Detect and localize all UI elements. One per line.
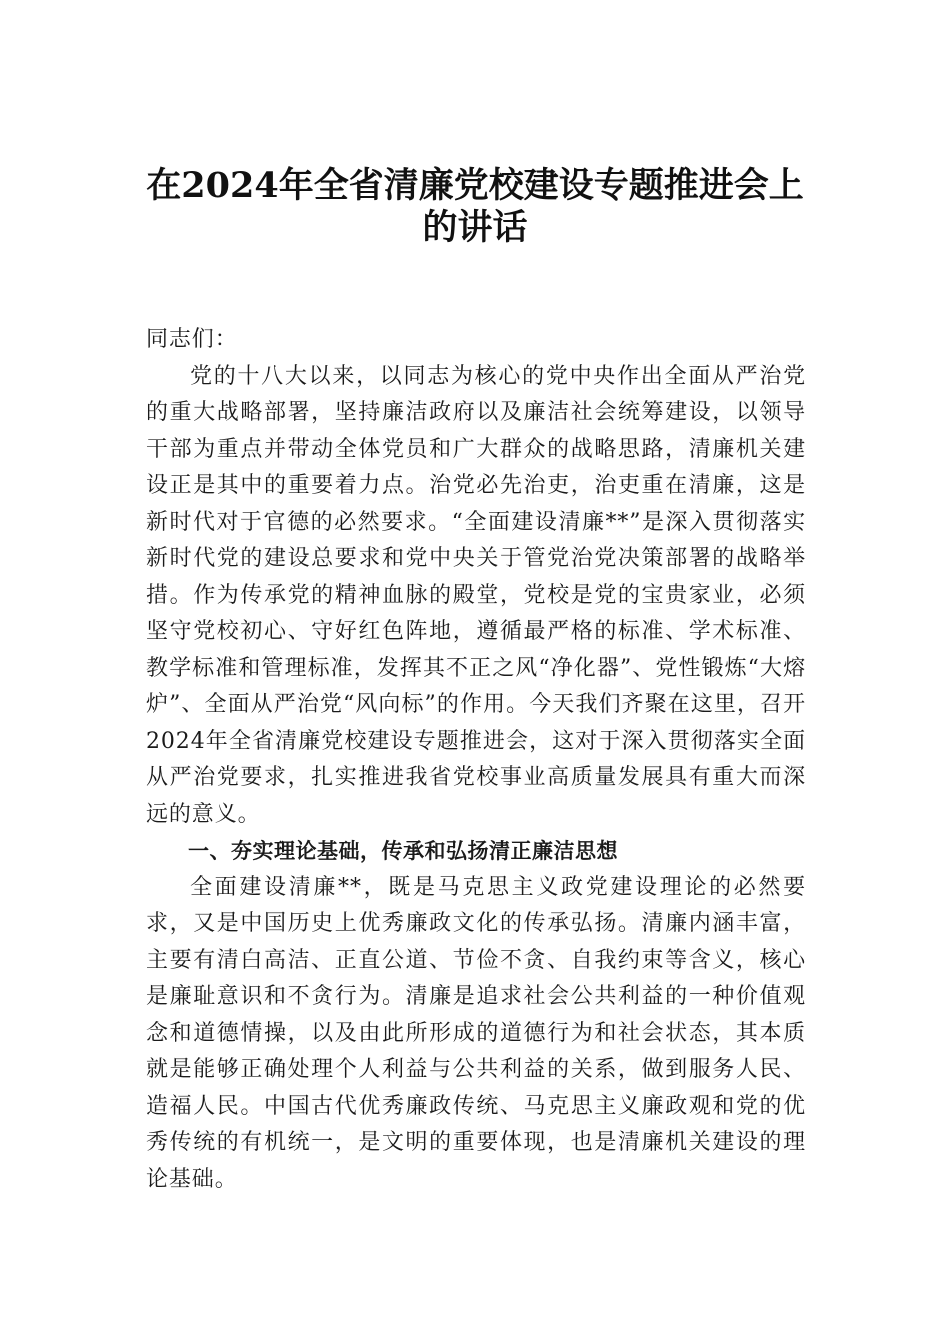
section-heading-1: 一、夯实理论基础，传承和弘扬清正廉洁思想 (188, 839, 618, 863)
document-body (146, 322, 806, 1198)
paragraph-intro: 党的十八大以来，以同志为核心的党中央作出全面从严治党的重大战略部署，坚持廉洁政府以及廉洁社会统筹建设，以领导干部为重点并带动全体党员和广大群众的战略思路，清廉机关建设正是其中的重要着力点。治党必先治吏，治吏重在清廉，这是新时代对于官德的必然要求。“全面建设清廉**”是深入贯彻落实新时代党的建设总要求和党中央关于管党治党决策部署的战略举措。作为传承党的精神血脉的殿堂，党校是党的宝贵家业，必须坚守党校初心、守好红色阵地，遵循最严格的标准、学术标准、教学标准和管理标准，发挥其不正之风“净化器”、党性锻炼“大熔炉”、全面从严治党“风向标”的作用。今天我们齐聚在这里，召开2024年全省清廉党校建设专题推进会，这对于深入贯彻落实全面从严治党要求，扎实推进我省党校事业高质量发展具有重大而深远的意义。 (146, 363, 806, 827)
paragraph-section1: 全面建设清廉**，既是马克思主义政党建设理论的必然要求，又是中国历史上优秀廉政文化的传承弘扬。清廉内涵丰富，主要有清白高洁、正直公道、节俭不贪、自我约束等含义，核心是廉耻意识和不贪行为。清廉是追求社会公共利益的一种价值观念和道德情操，以及由此所形成的道德行为和社会状态，其本质就是能够正确处理个人利益与公共利益的关系，做到服务人民、造福人民。中国古代优秀廉政传统、马克思主义廉政观和党的优秀传统的有机统一，是文明的重要体现，也是清廉机关建设的理论基础。 (146, 874, 806, 1192)
salutation: 同志们： (146, 327, 238, 352)
document-title-line1: 在2024年全省清廉党校建设专题推进会上 (146, 165, 804, 206)
document-title-line2: 的讲话 (422, 207, 528, 248)
